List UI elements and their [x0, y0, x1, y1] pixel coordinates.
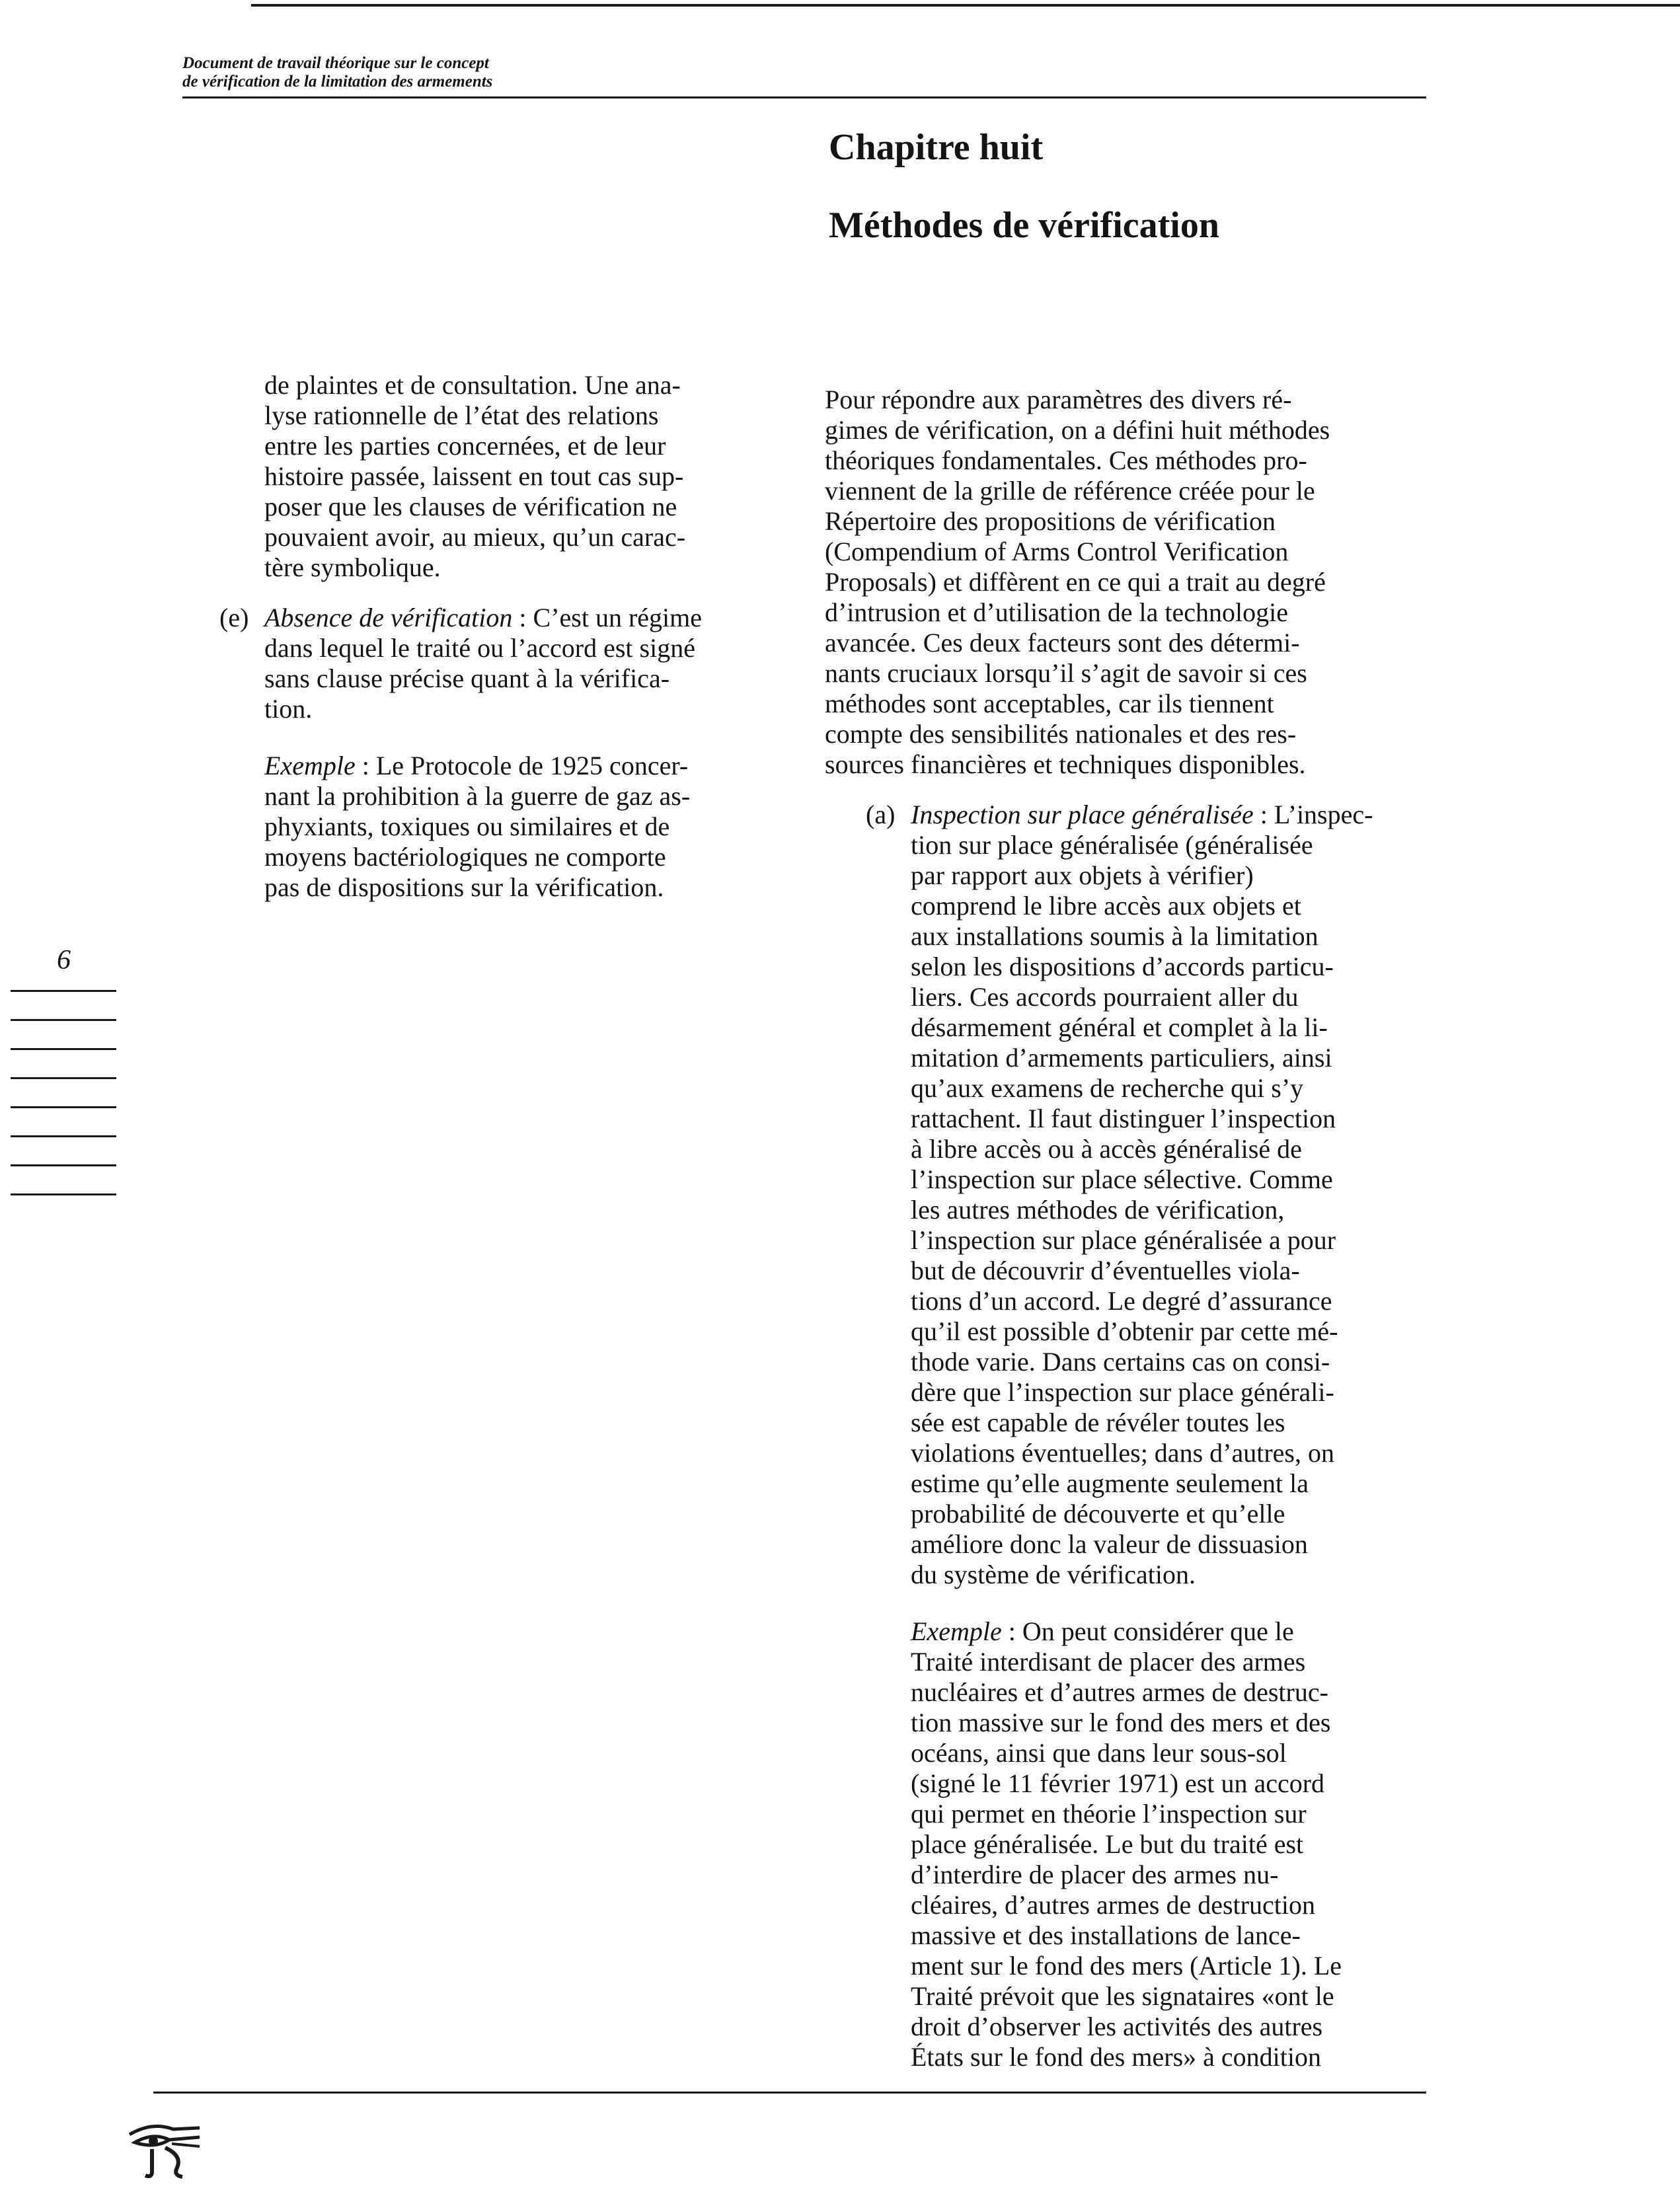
text-line: théoriques fondamentales. Ces méthodes pro- — [825, 445, 1307, 475]
text-line: tère symbolique. — [264, 552, 441, 582]
text-line: nant la prohibition à la guerre de gaz as- — [264, 781, 691, 811]
text-line: thode varie. Dans certains cas on consi- — [911, 1347, 1330, 1377]
text-line: Répertoire des propositions de vérification — [825, 506, 1276, 536]
item-a-term: Inspection sur place généralisée — [911, 800, 1254, 829]
text-line: dère que l’inspection sur place générali- — [911, 1377, 1334, 1407]
text-line: pouvaient avoir, au mieux, qu’un carac- — [264, 522, 686, 552]
text-line: massive et des installations de lance- — [911, 1920, 1301, 1950]
text-line: tion. — [264, 694, 313, 724]
text-line: du système de vérification. — [911, 1560, 1196, 1589]
text-line: selon les dispositions d’accords particu- — [911, 952, 1334, 981]
text-line: tion massive sur le fond des mers et des — [911, 1708, 1331, 1737]
item-a: (a) Inspection sur place généralisée : L’inspec- tion sur place généralisée (généralisée par rapport aux objets à vérifier) comprend le libre accès aux objets et aux installations soumis à la limitation selon les dispositions d’accords particu- liers. Ces accords pourraient aller du désarmement général et complet à la li- mitation d’armements particuliers, ainsi qu’aux examens de recherche qui s’y rattachent. Il faut distinguer l’inspection à libre accès ou à accès généralisé de l’inspection sur place sélective. Comme les autres méthodes de vérification, l’inspection sur place généralisée a pour but de découvrir d’éventuelles viola- tions d’un accord. Le degré d’assurance qu’il est possible d’obtenir par cette mé- thode varie. Dans certains cas on consi- dère que l’inspection sur place générali- sée est capable de révéler toutes les violations éventuelles; dans d’autres, on estime qu’elle augmente seulement la probabilité de découverte et qu’elle améliore donc la valeur de dissuasion du système de vérification. — [825, 800, 1433, 1590]
text-line: phyxiants, toxiques ou similaires et de — [264, 812, 670, 841]
text-line: Traité prévoit que les signataires «ont le — [911, 1981, 1334, 2011]
text-line: (Compendium of Arms Control Verification — [825, 537, 1289, 566]
text-line: cléaires, d’autres armes de destruction — [911, 1890, 1315, 1920]
text-line: États sur le fond des mers» à condition — [911, 2042, 1321, 2072]
item-e-term: Absence de vérification — [264, 603, 513, 632]
text-line: qu’aux examens de recherche qui s’y — [911, 1073, 1304, 1103]
text-line: rattachent. Il faut distinguer l’inspection — [911, 1104, 1336, 1133]
chapter-title: Méthodes de vérification — [829, 205, 1219, 246]
item-e-label: (e) — [219, 603, 249, 632]
eye-of-horus-icon — [126, 2115, 205, 2181]
running-header-line-2: de vérification de la limitation des armements — [182, 73, 493, 91]
text-line: Traité interdisant de placer des armes — [911, 1647, 1306, 1677]
text-line: entre les parties concernées, et de leur — [264, 431, 666, 461]
text-line: place généralisée. Le but du traité est — [911, 1829, 1304, 1859]
text-line: avancée. Ces deux facteurs sont des détermi- — [825, 628, 1300, 658]
text-line: histoire passée, laissent en tout cas sup- — [264, 461, 684, 491]
text-line: méthodes sont acceptables, car ils tiennent — [825, 689, 1274, 718]
text-line: à libre accès ou à accès généralisé de — [911, 1134, 1302, 1164]
example-a: Exemple : On peut considérer que le Traité interdisant de placer des armes nucléaires et d’autres armes de destruc- tion massive sur le fond des mers et des océans, ainsi que dans leur sous-sol (signé le 11 février 1971) est un accord qui permet en théorie l’inspection sur place généralisée. Le but du traité est d’interdire de placer des armes nu- cléaires, d’autres armes de destruction massive et des installations de lance- ment sur le fond des mers (Article 1). Le Traité prévoit que les signataires «ont le droit d’observer les activités des autres États sur le fond des mers» à condition — [825, 1616, 1433, 2072]
text-line: mitation d’armements particuliers, ainsi — [911, 1043, 1332, 1073]
text-line: par rapport aux objets à vérifier) — [911, 860, 1254, 890]
text-line: d’interdire de placer des armes nu- — [911, 1860, 1279, 1889]
text-line: moyens bactériologiques ne comporte — [264, 842, 666, 872]
example-e-term: Exemple — [264, 751, 356, 780]
left-column — [219, 370, 780, 903]
text-line: comprend le libre accès aux objets et — [911, 891, 1301, 921]
item-a-label: (a) — [866, 800, 896, 829]
text-line: sources financières et techniques disponibles. — [825, 749, 1306, 779]
margin-rule-lines — [11, 990, 116, 1223]
text-line: Pour répondre aux paramètres des divers ré- — [825, 385, 1292, 414]
text-line: poser que les clauses de vérification ne — [264, 492, 677, 521]
text-line: qu’il est possible d’obtenir par cette mé- — [911, 1316, 1338, 1346]
text-line: l’inspection sur place généralisée a pour — [911, 1225, 1336, 1255]
text-line: d’intrusion et d’utilisation de la technologie — [825, 597, 1288, 627]
text-line: liers. Ces accords pourraient aller du — [911, 982, 1299, 1012]
text-line: nants cruciaux lorsqu’il s’agit de savoir si ces — [825, 658, 1307, 688]
text-line: les autres méthodes de vérification, — [911, 1195, 1285, 1225]
example-a-term: Exemple — [911, 1616, 1002, 1646]
running-header-line-1: Document de travail théorique sur le concept — [182, 54, 489, 72]
text-line: Proposals) et diffèrent en ce qui a trait au degré — [825, 567, 1326, 597]
text-line: lyse rationnelle de l’état des relations — [264, 400, 659, 430]
text-line: compte des sensibilités nationales et des res- — [825, 719, 1297, 749]
footer-rule — [153, 2092, 1426, 2094]
text-line: dans lequel le traité ou l’accord est signé — [264, 633, 695, 663]
item-e: (e) Absence de vérification : C’est un régime dans lequel le traité ou l’accord est signé sans clause précise quant à la vérifica- tion. — [264, 603, 780, 724]
example-e: Exemple : Le Protocole de 1925 concer- nant la prohibition à la guerre de gaz as- phyxiants, toxiques ou similaires et de moyens bactériologiques ne comporte pas de dispositions sur la vérification. — [264, 751, 780, 903]
text-line: désarmement général et complet à la li- — [911, 1012, 1328, 1042]
left-intro-paragraph — [264, 370, 780, 583]
text-line: tions d’un accord. Le degré d’assurance — [911, 1286, 1332, 1316]
text-line: pas de dispositions sur la vérification. — [264, 872, 664, 902]
text-line: sée est capable de révéler toutes les — [911, 1408, 1285, 1437]
text-line: estime qu’elle augmente seulement la — [911, 1468, 1309, 1498]
text-line: violations éventuelles; dans d’autres, on — [911, 1438, 1334, 1468]
running-header — [182, 54, 492, 91]
text-line: ment sur le fond des mers (Article 1). Le — [911, 1951, 1342, 1981]
text-line: droit d’observer les activités des autres — [911, 2012, 1323, 2041]
right-intro-paragraph — [825, 385, 1433, 780]
text-line: améliore donc la valeur de dissuasion — [911, 1529, 1308, 1559]
top-border-rule — [251, 4, 1680, 7]
text-line: (signé le 11 février 1971) est un accord — [911, 1768, 1325, 1798]
text-line: aux installations soumis à la limitation — [911, 921, 1318, 951]
text-line: tion sur place généralisée (généralisée — [911, 830, 1313, 860]
text-line: but de découvrir d’éventuelles viola- — [911, 1256, 1300, 1285]
text-line: océans, ainsi que dans leur sous-sol — [911, 1738, 1287, 1768]
text-line: viennent de la grille de référence créée pour le — [825, 476, 1315, 506]
text-line: qui permet en théorie l’inspection sur — [911, 1799, 1307, 1829]
chapter-label: Chapitre huit — [829, 127, 1044, 168]
page-number: 6 — [57, 945, 71, 975]
text-line: probabilité de découverte et qu’elle — [911, 1499, 1285, 1529]
header-rule — [182, 96, 1426, 98]
text-line: de plaintes et de consultation. Une ana- — [264, 370, 681, 400]
right-column — [825, 385, 1433, 2072]
text-line: gimes de vérification, on a défini huit méthodes — [825, 415, 1330, 445]
text-line: sans clause précise quant à la vérifica- — [264, 663, 670, 693]
text-line: nucléaires et d’autres armes de destruc- — [911, 1677, 1328, 1707]
text-line: l’inspection sur place sélective. Comme — [911, 1164, 1333, 1194]
